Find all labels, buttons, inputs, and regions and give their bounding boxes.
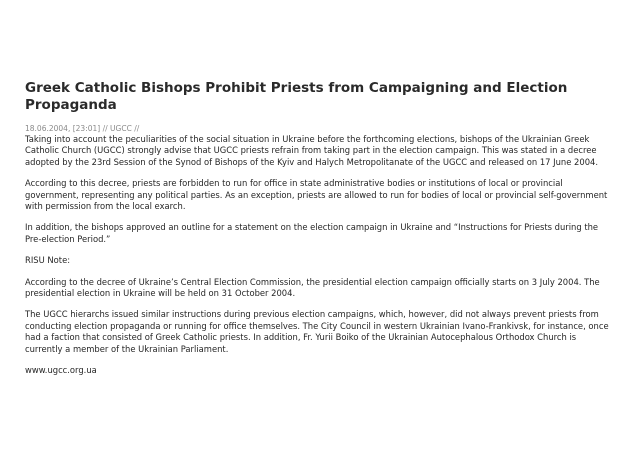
source-url: www.ugcc.org.ua: [25, 365, 97, 376]
article: [25, 80, 610, 387]
meta-separator: //: [131, 124, 140, 133]
article-paragraph: According to this decree, priests are forbidden to run for office in state administrative bodies or institutions of local or provincial government, representing any political parties. As an exception, priests are allowed to run for bodies of local or provincial self-government with permission from the local exarch.: [25, 178, 608, 212]
article-paragraph: In addition, the bishops approved an outline for a statement on the election campaign in Ukraine and “Instructions for Priests during the Pre-election Period.”: [25, 222, 599, 244]
article-meta: 18.06.2004, [23:01] // UGCC //: [25, 124, 140, 133]
article-date: 18.06.2004: [25, 124, 68, 133]
article-paragraph: The UGCC hierarchs issued similar instructions during previous election campaigns, which, however, did not always prevent priests from conducting election propaganda or running for office themselves. The City Council in western Ukrainian Ivano-Frankivsk, for instance, once had a faction that consisted of Greek Catholic priests. In addition, Fr. Yurii Boiko of the Ukrainian Autocephalous Orthodox Church is currently a member of the Ukrainian Parliament.: [25, 309, 609, 354]
article-source: UGCC: [110, 124, 132, 133]
meta-separator: //: [100, 124, 111, 133]
article-time: [23:01]: [72, 124, 101, 133]
note-heading: RISU Note:: [25, 255, 71, 266]
article-paragraph: According to the decree of Ukraine’s Central Election Commission, the presidential election campaign officially starts on 3 July 2004. The presidential election in Ukraine will be held on 31 October 2004.: [25, 276, 600, 299]
article-title: Greek Catholic Bishops Prohibit Priests from Campaigning and Election Propaganda: [25, 80, 568, 113]
article-paragraph: Taking into account the peculiarities of the social situation in Ukraine before the forthcoming elections, bishops of the Ukrainian Greek Catholic Church (UGCC) strongly advise that UGCC priests refrain from taking part in the election campaign. This was stated in a decree adopted by the 23rd Session of the Synod of Bishops of the Kyiv and Halych Metropolitanate of the UGCC and released on 17 June 2004.: [25, 134, 599, 167]
